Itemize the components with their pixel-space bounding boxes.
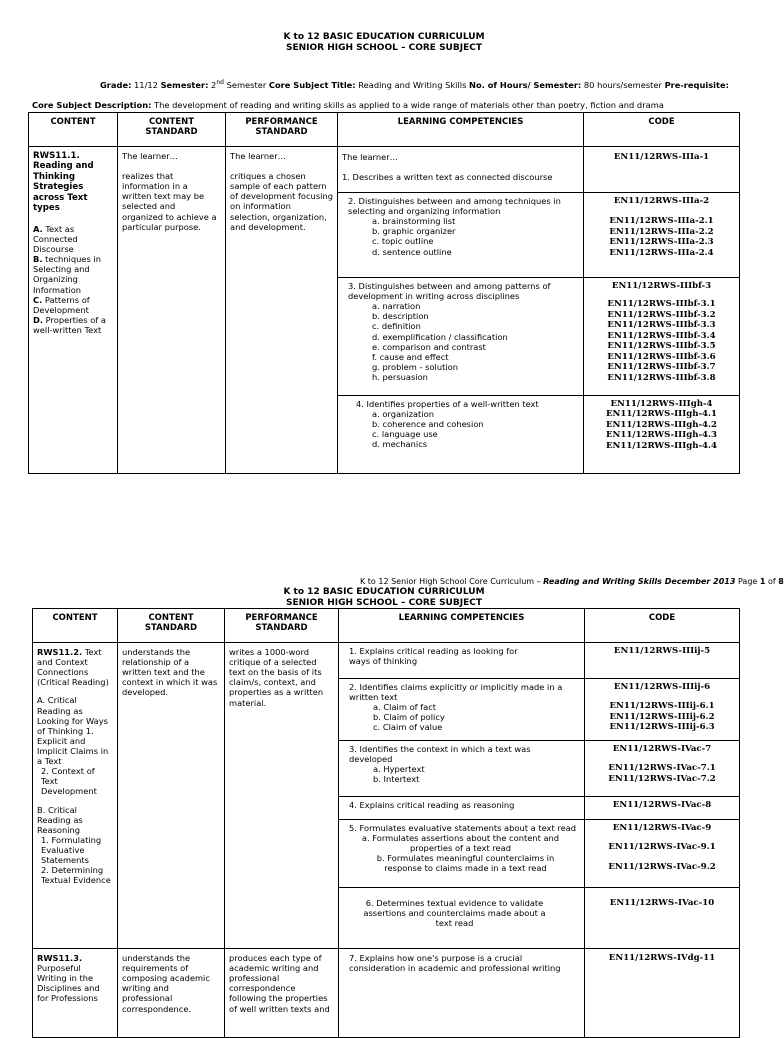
- competency-group-2: [339, 679, 584, 741]
- code-main: EN11/12RWS-IIIa-2: [613, 196, 710, 206]
- competency-sub: b. Intertext: [373, 774, 420, 785]
- code-group-2: [585, 679, 739, 741]
- code-sub: EN11/12RWS-IIIbf-3.1: [607, 299, 716, 310]
- content-standard-cell-row-2: [118, 949, 225, 1038]
- code-main: EN11/12RWS-IIIgh-4: [610, 399, 713, 409]
- content-cell: [33, 643, 118, 949]
- code-group-3: [585, 741, 739, 797]
- competency-group-5: [339, 820, 584, 888]
- code-group-4: [584, 396, 739, 473]
- subject-title: Reading and Writing Skills: [355, 79, 470, 90]
- code-sub: EN11/12RWS-IIIij-6.3: [609, 722, 715, 733]
- code-sub: EN11/12RWS-IIIbf-3.3: [607, 320, 716, 331]
- code-group-1: [584, 147, 739, 193]
- content-item-b: B. techniques in Selecting and Organizing Information: [33, 254, 102, 295]
- footer-of: of: [765, 577, 779, 586]
- content-item-b1: 1. Formulating Evaluative Statements: [41, 834, 102, 866]
- competency-sub: c. language use: [372, 429, 438, 440]
- code-sub: EN11/12RWS-IIIij-6.1: [609, 701, 715, 712]
- curriculum-header-page-2: [0, 587, 768, 610]
- competency-main: 3. Distinguishes between and among patterns of development in writing across disciplines: [348, 281, 551, 302]
- code-main: EN11/12RWS-IVac-9: [612, 823, 712, 833]
- hours-label: No. of Hours/ Semester:: [469, 79, 582, 90]
- code-sub: EN11/12RWS-IVac-7.1: [608, 763, 716, 774]
- code-cell: [584, 147, 740, 474]
- content-item-b: B. Critical Reading as Reasoning: [37, 804, 83, 835]
- semester-word: Semester: [223, 79, 269, 90]
- competency-group-2: [338, 193, 583, 278]
- semester-label: Semester:: [160, 79, 209, 90]
- footer-title: Reading and Writing Skills December 2013: [543, 577, 736, 586]
- footer-page-number: 1: [759, 577, 766, 586]
- learning-competencies-cell: [339, 643, 585, 949]
- footer-page-label: Page: [735, 577, 760, 586]
- competency-sub: b. coherence and cohesion: [372, 419, 484, 430]
- footer-prefix: K to 12 Senior High School Core Curriculum –: [360, 577, 544, 586]
- col-header-code: CODE: [585, 609, 740, 643]
- content-title: RWS11.3. Purposeful Writing in the Disciplines and for Professions: [37, 953, 100, 1004]
- code-sub: EN11/12RWS-IIIgh-4.4: [606, 440, 717, 451]
- code-group-2: [584, 193, 739, 278]
- content-cell: [29, 147, 118, 474]
- code-sub: EN11/12RWS-IIIgh-4.1: [606, 409, 717, 420]
- code-sub: EN11/12RWS-IIIgh-4.3: [606, 430, 717, 441]
- content-standard-cell: [118, 643, 225, 949]
- code-group-3: [584, 278, 739, 396]
- semester-number: 2: [208, 79, 217, 90]
- curriculum-header: [0, 32, 768, 55]
- code-main: EN11/12RWS-IIIij-5: [613, 646, 711, 656]
- competency-sub: a. Hypertext: [373, 764, 425, 775]
- code-main: EN11/12RWS-IVac-8: [612, 800, 712, 810]
- code-sub: EN11/12RWS-IVac-7.2: [608, 773, 716, 784]
- code-sub: EN11/12RWS-IIIbf-3.5: [607, 341, 716, 352]
- content-standard-text: understands the requirements of composing academic writing and professional correspondence.: [122, 953, 210, 1014]
- learning-competencies-cell-row-2: [339, 949, 585, 1038]
- competency-sub: b. Claim of policy: [373, 712, 445, 723]
- performance-standard-cell-row-2: [225, 949, 339, 1038]
- competency-group-1: [338, 147, 583, 193]
- grade-label: Grade:: [100, 79, 132, 90]
- content-standard-cell: [118, 147, 226, 474]
- competency-sub: a. brainstorming list: [372, 216, 456, 227]
- page-footer: [360, 577, 784, 587]
- footer-page-total: 8: [778, 577, 784, 586]
- content-item-c: C. Patterns of Development: [33, 294, 90, 315]
- description-label: Core Subject Description:: [32, 100, 152, 110]
- subject-title-label: Core Subject Title:: [268, 79, 356, 90]
- competency-sub: h. persuasion: [372, 371, 428, 382]
- competency-sub: c. topic outline: [372, 236, 434, 247]
- content-cell-row-2: [33, 949, 118, 1038]
- header-line-2: SENIOR HIGH SCHOOL – CORE SUBJECT: [286, 43, 482, 54]
- content-title: RWS11.2. Text and Context Connections (Critical Reading): [37, 647, 109, 688]
- code-main: EN11/12RWS-IIIbf-3: [611, 281, 712, 291]
- competency-group-4: [338, 396, 583, 473]
- competency-sub: a. Claim of fact: [373, 702, 437, 713]
- competency-sub: a. narration: [372, 301, 421, 312]
- hours-value: 80 hours/semester: [581, 79, 665, 90]
- content-item-d: D. Properties of a well-written Text: [33, 314, 106, 335]
- col-header-content: CONTENT: [33, 609, 118, 643]
- content-item-a: A. Text as Connected Discourse: [33, 223, 78, 255]
- competency-sub: a. Formulates assertions about the content and properties of a text read: [361, 833, 560, 854]
- competency-main: 7. Explains how one's purpose is a crucial consideration in academic and professional writing: [349, 953, 561, 974]
- code-sub: EN11/12RWS-IIIa-2.3: [609, 237, 714, 248]
- code-cell-row-2: [585, 949, 740, 1038]
- competency-sub: a. organization: [372, 409, 434, 420]
- code-main: EN11/12RWS-IIIij-6: [613, 682, 711, 692]
- competency-main: 1. Explains critical reading as looking for ways of thinking: [349, 646, 518, 667]
- competency-sub: c. definition: [372, 321, 421, 332]
- code-main: EN11/12RWS-IIIa-1: [613, 152, 710, 162]
- content-standard-intro: The learner…: [122, 151, 178, 161]
- competency-main: 4. Explains critical reading as reasoning: [349, 800, 515, 810]
- competency-group-6: [339, 888, 584, 948]
- performance-standard-text: critiques a chosen sample of each pattern of development focusing on information selection, organization, and development.: [230, 171, 333, 232]
- learning-competencies-cell: [338, 147, 584, 474]
- code-main: EN11/12RWS-IVac-7: [612, 744, 712, 754]
- code-main: EN11/12RWS-IVac-10: [609, 898, 715, 908]
- header-line-1: K to 12 BASIC EDUCATION CURRICULUM: [283, 32, 485, 42]
- competency-main: 1. Describes a written text as connected discourse: [342, 172, 553, 183]
- competency-main: 3. Identifies the context in which a text was developed: [349, 744, 531, 765]
- content-standard-text: understands the relationship of a written text and the context in which it was developed.: [122, 647, 218, 698]
- header-line-1: K to 12 BASIC EDUCATION CURRICULUM: [283, 587, 485, 597]
- content-item-a: A. Critical Reading as Looking for Ways of Thinking 1. Explicit and Implicit Claims in a Text: [37, 695, 109, 767]
- code-group-6: [585, 888, 739, 948]
- col-header-performance-standard: PERFORMANCE STANDARD: [226, 113, 338, 147]
- code-sub: EN11/12RWS-IIIbf-3.4: [607, 330, 716, 341]
- competency-group-3: [338, 278, 583, 396]
- col-header-content-standard: CONTENT STANDARD: [118, 609, 225, 643]
- competency-main: 2. Identifies claims explicitly or implicitly made in a written text: [349, 682, 563, 703]
- competency-sub: b. Formulates meaningful counterclaims in response to claims made in a text read: [376, 853, 555, 874]
- competency-sub: d. mechanics: [372, 439, 428, 450]
- code-group-1: [585, 643, 739, 679]
- code-sub: EN11/12RWS-IIIa-2.1: [609, 216, 714, 227]
- description-text: The development of reading and writing skills as applied to a wide range of materials other than poetry, fiction and drama: [151, 100, 664, 110]
- code-group-4: [585, 797, 739, 820]
- competency-table-2: [32, 608, 740, 1038]
- competency-sub: f. cause and effect: [372, 351, 449, 362]
- code-sub: EN11/12RWS-IIIbf-3.8: [607, 372, 716, 383]
- competency-main: 2. Distinguishes between and among techniques in selecting and organizing information: [348, 196, 561, 217]
- code-sub: EN11/12RWS-IIIa-2.2: [609, 226, 714, 237]
- code-sub: EN11/12RWS-IIIa-2.4: [609, 247, 714, 258]
- col-header-code: CODE: [584, 113, 740, 147]
- header-line-2: SENIOR HIGH SCHOOL – CORE SUBJECT: [286, 598, 482, 609]
- col-header-content-standard: CONTENT STANDARD: [118, 113, 226, 147]
- competency-group-4: [339, 797, 584, 820]
- content-title: RWS11.1. Reading and Thinking Strategies across Text types: [33, 151, 94, 214]
- prerequisite-label: Pre-requisite:: [664, 79, 729, 90]
- performance-standard-text: produces each type of academic writing and professional correspondence following the properties of well written texts and: [229, 953, 330, 1014]
- code-sub: EN11/12RWS-IIIij-6.2: [609, 711, 715, 722]
- code-cell: [585, 643, 740, 949]
- competency-main: 4. Identifies properties of a well-written text: [356, 399, 539, 409]
- code-sub: EN11/12RWS-IIIbf-3.2: [607, 309, 716, 320]
- code-sub: EN11/12RWS-IIIgh-4.2: [606, 419, 717, 430]
- competency-sub: d. sentence outline: [372, 246, 452, 257]
- competency-main: 5. Formulates evaluative statements about a text read: [349, 823, 577, 833]
- grade-value: 11/12: [131, 79, 161, 90]
- competency-sub: g. problem - solution: [372, 361, 458, 372]
- performance-standard-intro: The learner…: [230, 151, 286, 161]
- col-header-learning-competencies: LEARNING COMPETENCIES: [338, 113, 584, 147]
- competency-sub: c. Claim of value: [373, 722, 443, 733]
- competency-main: 6. Determines textual evidence to validate assertions and counterclaims made about a text read: [363, 898, 546, 929]
- code-group-5: [585, 820, 739, 888]
- competency-intro: The learner…: [342, 152, 398, 162]
- content-item-b2: 2. Determining Textual Evidence: [41, 865, 111, 886]
- subject-info-line: [100, 79, 760, 90]
- code-main: EN11/12RWS-IVdg-11: [608, 953, 716, 963]
- content-standard-text: realizes that information in a written text may be selected and organized to achieve a particular purpose.: [122, 171, 217, 232]
- content-item-a2: 2. Context of Text Development: [41, 766, 97, 797]
- code-sub: EN11/12RWS-IVac-9.2: [608, 861, 716, 872]
- semester-suffix: nd: [216, 79, 224, 86]
- competency-group-1: [339, 643, 584, 679]
- col-header-learning-competencies: LEARNING COMPETENCIES: [339, 609, 585, 643]
- competency-group-3: [339, 741, 584, 797]
- subject-description: [32, 100, 752, 110]
- col-header-content: CONTENT: [29, 113, 118, 147]
- performance-standard-cell: [226, 147, 338, 474]
- code-sub: EN11/12RWS-IVac-9.1: [608, 842, 716, 853]
- competency-sub: e. comparison and contrast: [372, 341, 486, 352]
- competency-table-1: [28, 112, 740, 474]
- code-sub: EN11/12RWS-IIIbf-3.7: [607, 362, 716, 373]
- competency-sub: b. description: [372, 311, 429, 322]
- performance-standard-text: writes a 1000-word critique of a selected text on the basis of its claim/s, context, and properties as a written material.: [229, 647, 324, 708]
- performance-standard-cell: [225, 643, 339, 949]
- competency-sub: d. exemplification / classification: [372, 331, 508, 342]
- code-sub: EN11/12RWS-IIIbf-3.6: [607, 351, 716, 362]
- col-header-performance-standard: PERFORMANCE STANDARD: [225, 609, 339, 643]
- competency-sub: b. graphic organizer: [372, 226, 456, 237]
